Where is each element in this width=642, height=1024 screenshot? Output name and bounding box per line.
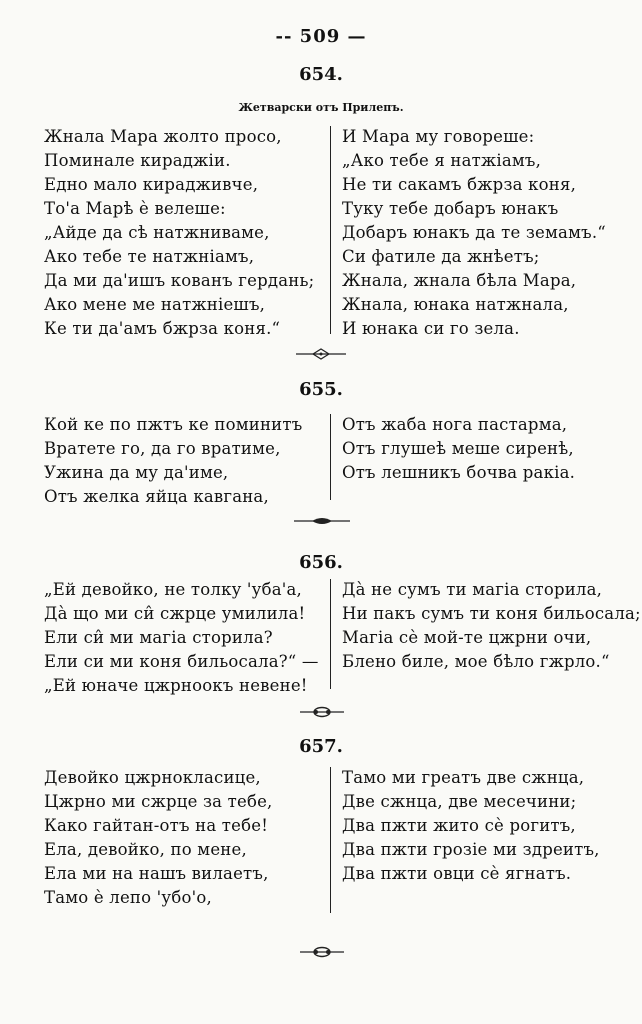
- verse-line: Два пжти овци сѐ ягнатъ.: [342, 864, 572, 883]
- poem-number-655: 655.: [299, 379, 343, 400]
- verse-line: Ужина да му да'име,: [44, 463, 229, 482]
- verse-line: Тамо ми греатъ две сжнца,: [342, 768, 585, 787]
- poem-657-left-column: [44, 766, 273, 910]
- poem-number-654: 654.: [299, 64, 343, 85]
- verse-line: Жнала, жнала бѣла Мара,: [342, 271, 577, 290]
- verse-line: Ако мене ме натжніешъ,: [44, 295, 266, 314]
- verse-line: Магіа сѐ мой-те цжрни очи,: [342, 628, 592, 647]
- verse-line: „Ей юначе цжрноокъ невене!: [44, 676, 308, 695]
- verse-line: То'а Марѣ ѐ велеше:: [44, 199, 226, 218]
- ornament-divider: [0, 946, 642, 958]
- poem-656-left-column: [44, 578, 319, 698]
- verse-line: Жнала Мара жолто просо,: [44, 127, 282, 146]
- poem-number-656: 656.: [299, 552, 343, 573]
- verse-line: Два пжти жито сѐ рогитъ,: [342, 816, 576, 835]
- poem-654-right-column: [342, 125, 606, 341]
- verse-line: Ели си ми коня бильосала?“ —: [44, 652, 319, 671]
- poem-657-right-column: [342, 766, 600, 886]
- poem-655-left-column: [44, 413, 302, 509]
- verse-line: И Мара му говореше:: [342, 127, 535, 146]
- verse-line: Не ти сакамъ бжрза коня,: [342, 175, 577, 194]
- poem-656-right-column: [342, 578, 641, 674]
- verse-line: Дà не сумъ ти магіа сторила,: [342, 580, 603, 599]
- verse-line: Отъ глушеѣ меше сиренѣ,: [342, 439, 574, 458]
- ornament-divider: [0, 348, 642, 360]
- verse-line: Ела ми на нашъ вилаетъ,: [44, 864, 269, 883]
- poem-number-657: 657.: [299, 736, 343, 757]
- verse-line: Поминале кираджіи.: [44, 151, 231, 170]
- verse-line: Едно мало кирадживче,: [44, 175, 259, 194]
- verse-line: Отъ лешникъ бочва ракіа.: [342, 463, 576, 482]
- verse-line: Добаръ юнакъ да те земамъ.“: [342, 223, 606, 242]
- poem-subtitle-654: Жетварски отъ Прилепъ.: [238, 101, 404, 114]
- verse-line: Блено биле, мое бѣло гжрло.“: [342, 652, 610, 671]
- verse-line: Ели си̂ ми магіа сторила?: [44, 628, 273, 647]
- verse-line: Цжрно ми сжрце за тебе,: [44, 792, 273, 811]
- verse-line: Си фатиле да жнѣетъ;: [342, 247, 540, 266]
- verse-line: Отъ желка яйца кавгана,: [44, 487, 269, 506]
- verse-line: Вратете го, да го вратиме,: [44, 439, 281, 458]
- verse-line: Кой ке по пжтъ ке поминитъ: [44, 415, 303, 434]
- verse-line: Жнала, юнака натжнала,: [342, 295, 569, 314]
- ornament-divider: [0, 706, 642, 718]
- ornament-divider: [0, 515, 642, 527]
- verse-line: Девойко цжрнокласице,: [44, 768, 261, 787]
- verse-line: Да ми да'ишъ кованъ гердань;: [44, 271, 315, 290]
- verse-line: Како гайтан-отъ на тебе!: [44, 816, 269, 835]
- verse-line: Ке ти да'амъ бжрза коня.“: [44, 319, 281, 338]
- verse-line: Ако тебе те натжніамъ,: [44, 247, 255, 266]
- page-number: -- 509 —: [275, 26, 367, 47]
- verse-line: Отъ жаба нога пастарма,: [342, 415, 568, 434]
- verse-line: Тамо ѐ лепо 'убо'о,: [44, 888, 212, 907]
- verse-line: „Ако тебе я натжіамъ,: [342, 151, 542, 170]
- verse-line: Ни пакъ сумъ ти коня бильосала;: [342, 604, 641, 623]
- column-divider: [330, 414, 331, 500]
- verse-line: Две сжнца, две месечини;: [342, 792, 577, 811]
- poem-654-left-column: [44, 125, 314, 341]
- verse-line: Ела, девойко, по мене,: [44, 840, 247, 859]
- column-divider: [330, 126, 331, 334]
- verse-line: „Ей девойко, не толку 'уба'а,: [44, 580, 302, 599]
- verse-line: Туку тебе добаръ юнакъ: [342, 199, 559, 218]
- column-divider: [330, 579, 331, 689]
- verse-line: И юнака си го зела.: [342, 319, 520, 338]
- verse-line: Два пжти грозіе ми здреитъ,: [342, 840, 600, 859]
- verse-line: „Айде да сѣ натжниваме,: [44, 223, 270, 242]
- column-divider: [330, 767, 331, 913]
- verse-line: Дà що ми си̂ сжрце умилила!: [44, 604, 306, 623]
- poem-655-right-column: [342, 413, 575, 485]
